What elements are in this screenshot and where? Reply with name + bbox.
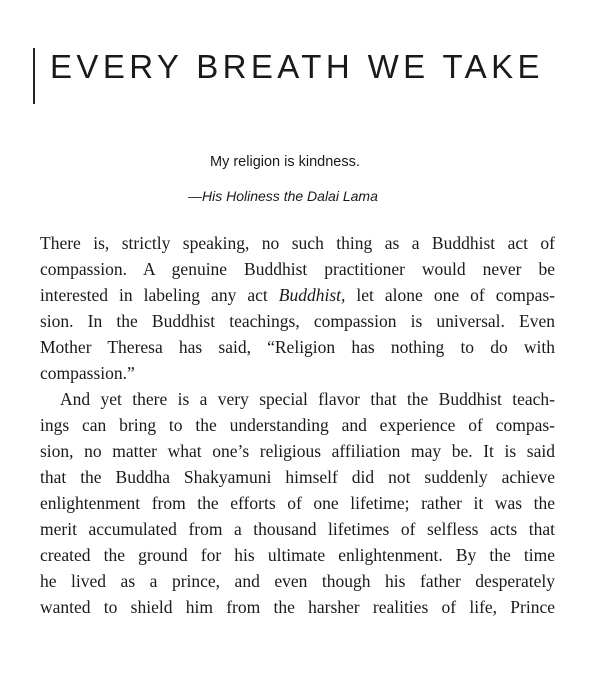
text-line (40, 282, 555, 308)
text-line: wanted to shield him from the harsher realities of life, Prince (40, 597, 555, 617)
text-line: sion. In the Buddhist teachings, compassion is universal. Even (40, 311, 555, 331)
paragraph-1 (40, 230, 555, 386)
text-line: enlightenment from the efforts of one lifetime; rather it was the (40, 493, 555, 513)
text-line: created the ground for his ultimate enlightenment. By the time (40, 545, 555, 565)
text-line: There is, strictly speaking, no such thing as a Buddhist act of (40, 233, 555, 253)
body-text (40, 230, 555, 620)
chapter-rule (33, 48, 35, 104)
text-line: sion, no matter what one’s religious affiliation may be. It is said (40, 441, 555, 461)
text-line: merit accumulated from a thousand lifetimes of selfless acts that (40, 519, 555, 539)
text-line: compassion. A genuine Buddhist practitioner would never be (40, 259, 555, 279)
text-line: Mother Theresa has said, “Religion has nothing to do with (40, 337, 555, 357)
text-line: ings can bring to the understanding and experience of compas- (40, 415, 555, 435)
text-line: that the Buddha Shakyamuni himself did not suddenly achieve (40, 467, 555, 487)
text-segment: let alone one of compas- (345, 285, 555, 305)
text-line: And yet there is a very special flavor that the Buddhist teach- (60, 389, 555, 409)
text-segment: interested in labeling any act (40, 285, 279, 305)
epigraph-quote: My religion is kindness. (210, 154, 360, 170)
text-line: compassion.” (40, 363, 135, 383)
epigraph-attribution: —His Holiness the Dalai Lama (188, 188, 378, 204)
text-line: he lived as a prince, and even though his father desperately (40, 571, 555, 591)
chapter-title: EVERY BREATH WE TAKE (50, 48, 544, 85)
emphasized-word: Buddhist, (278, 285, 346, 305)
paragraph-2 (40, 386, 555, 620)
